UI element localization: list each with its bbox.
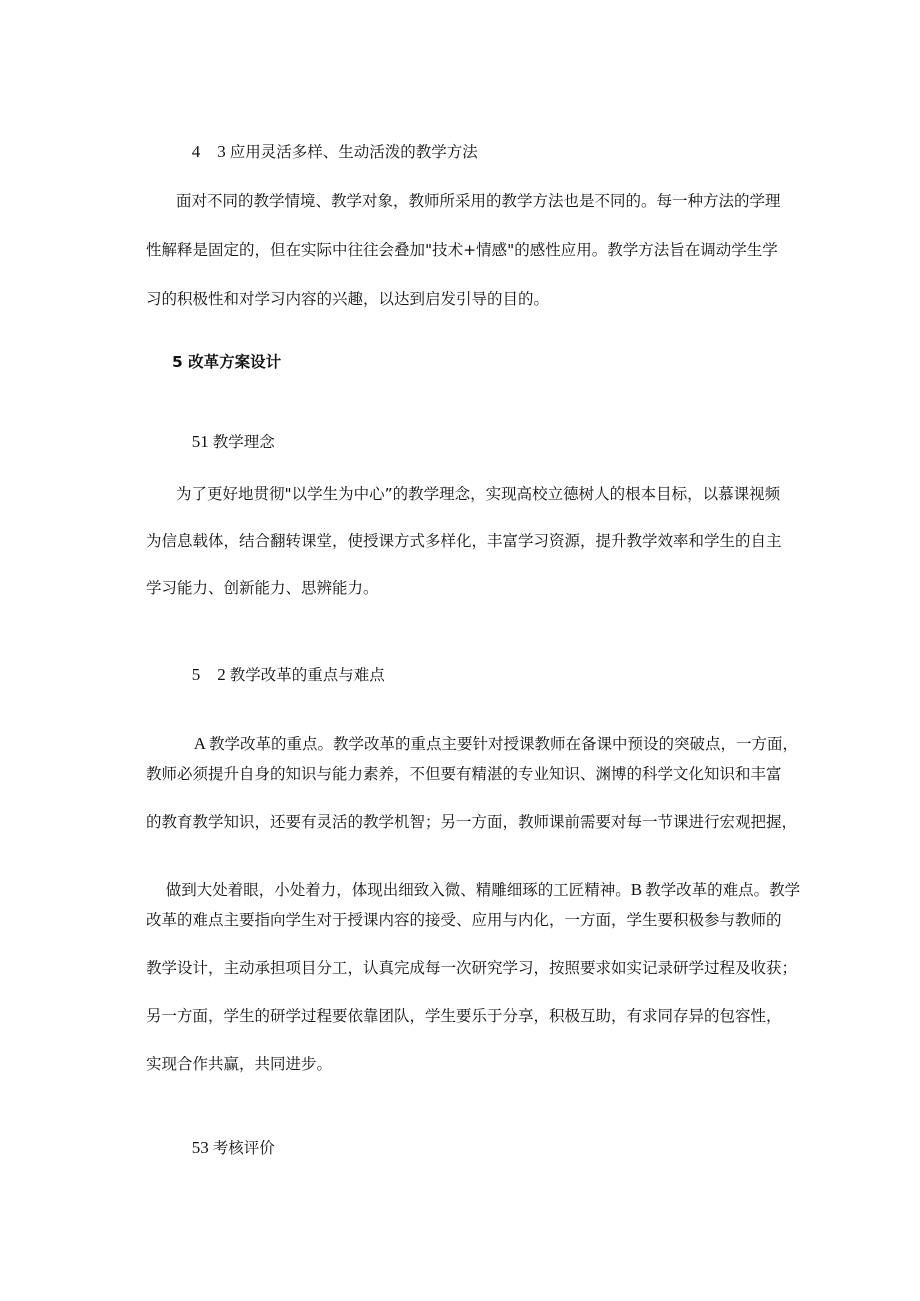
section-title: 教学理念: [212, 433, 275, 451]
paragraph-line: 为信息载体，结合翻转课堂，使授课方式多样化，丰富学习资源，提升教学效率和学生的自主: [146, 532, 782, 550]
section-5-heading: 5 改革方案设计: [172, 353, 282, 371]
section-title: 考核评价: [212, 1139, 275, 1157]
paragraph-line: 另一方面，学生的研学过程要依靠团队，学生要乐于分享，积极互助，有求同存异的包容性，: [146, 1007, 782, 1025]
paragraph-line: 实现合作共赢，共同进步。: [146, 1055, 333, 1073]
paragraph-line: 学习能力、创新能力、思辨能力。: [146, 579, 379, 597]
paragraph-line: 改革的难点主要指向学生对于授课内容的接受、应用与内化，一方面，学生要积极参与教师的: [146, 911, 782, 929]
section-number: 4 3: [191, 142, 226, 161]
section-5-3-heading: [172, 1118, 275, 1178]
section-5-2-heading: [172, 645, 385, 705]
paragraph-line: 教师必须提升自身的知识与能力素养，不但要有精湛的专业知识、渊博的科学文化知识和丰富: [146, 765, 782, 783]
paragraph-line: 教学设计，主动承担项目分工，认真完成每一次研究学习，按照要求如实记录研学过程及收获；: [146, 959, 798, 977]
list-marker: B: [630, 880, 643, 899]
paragraph-line: 面对不同的教学情境、教学对象，教师所采用的教学方法也是不同的。每一种方法的学理: [176, 192, 781, 210]
paragraph-text: 教学改革的重点。教学改革的重点主要针对授课教师在备课中预设的突破点，一方面，: [209, 735, 799, 753]
section-title: 应用灵活多样、生动活泼的教学方法: [229, 143, 478, 161]
paragraph-text: 教学改革的难点。教学: [645, 881, 801, 899]
paragraph-line: 为了更好地贯彻"以学生为中心”的教学理念，实现高校立德树人的根本目标，以慕课视频: [176, 485, 781, 503]
paragraph-text: 做到大处着眼，小处着力，体现出细致入微、精雕细琢的工匠精神。: [165, 881, 631, 899]
section-title: 教学改革的重点与难点: [229, 666, 385, 684]
section-4-3-heading: [172, 122, 478, 182]
section-5-1-heading: [172, 412, 275, 472]
section-number: 51: [191, 432, 209, 451]
paragraph-line: 的教育教学知识，还要有灵活的教学机智；另一方面，教师课前需要对每一节课进行宏观把握，: [146, 813, 798, 831]
paragraph-line: 习的积极性和对学习内容的兴趣，以达到启发引导的目的。: [146, 290, 550, 308]
section-number: 53: [191, 1138, 209, 1157]
section-number: 5 2: [191, 665, 226, 684]
paragraph-line: 性解释是固定的，但在实际中往往会叠加"技术+情感"的感性应用。教学方法旨在调动学生学: [146, 241, 778, 259]
list-marker: A: [193, 734, 206, 753]
